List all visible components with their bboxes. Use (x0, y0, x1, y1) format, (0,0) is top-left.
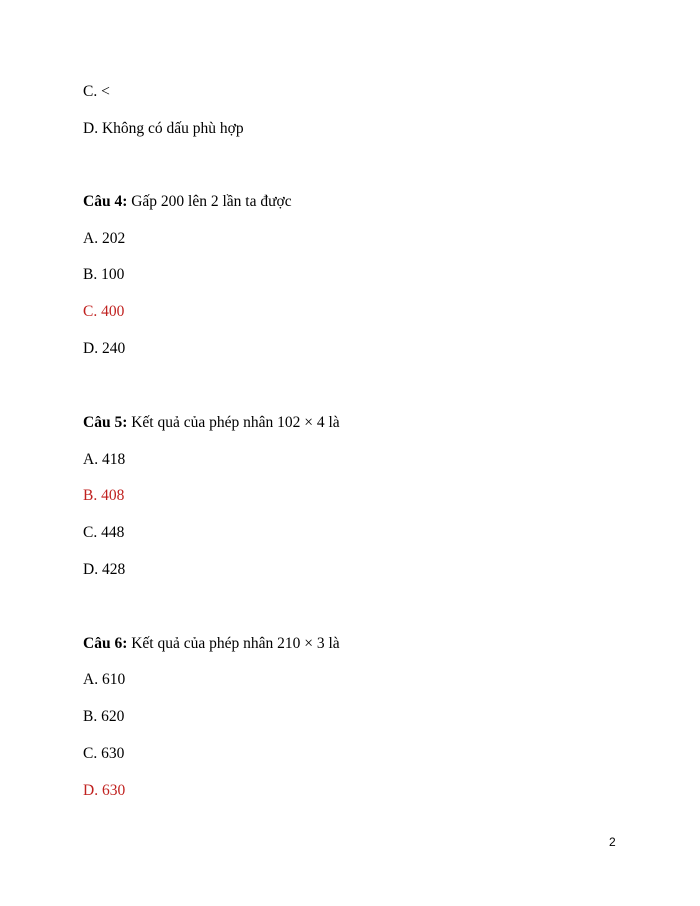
option-prev-d: D. Không có dấu phù hợp (83, 120, 244, 137)
q6-option-a: A. 610 (83, 671, 126, 688)
q4-option-b: B. 100 (83, 266, 125, 283)
question-5-text: Kết quả của phép nhân 102 × 4 là (127, 414, 340, 431)
q6-option-b: B. 620 (83, 708, 125, 725)
q5-option-a: A. 418 (83, 451, 126, 468)
q5-option-c: C. 448 (83, 524, 125, 541)
question-6-label: Câu 6: (83, 635, 128, 652)
question-4-label: Câu 4: (83, 193, 128, 210)
question-4-text: Gấp 200 lên 2 lần ta được (127, 193, 292, 210)
q4-option-a: A. 202 (83, 230, 126, 247)
question-4 (83, 192, 292, 212)
page-number: 2 (609, 835, 616, 849)
option-prev-c: C. < (83, 83, 110, 100)
q5-option-b-correct: B. 408 (83, 487, 125, 504)
q4-option-c-correct: C. 400 (83, 303, 125, 320)
question-5 (83, 413, 340, 433)
question-6-text: Kết quả của phép nhân 210 × 3 là (127, 635, 340, 652)
q4-option-d: D. 240 (83, 340, 126, 357)
q5-option-d: D. 428 (83, 561, 126, 578)
question-6 (83, 634, 340, 654)
q6-option-c: C. 630 (83, 745, 125, 762)
q6-option-d-correct: D. 630 (83, 782, 126, 799)
question-5-label: Câu 5: (83, 414, 128, 431)
